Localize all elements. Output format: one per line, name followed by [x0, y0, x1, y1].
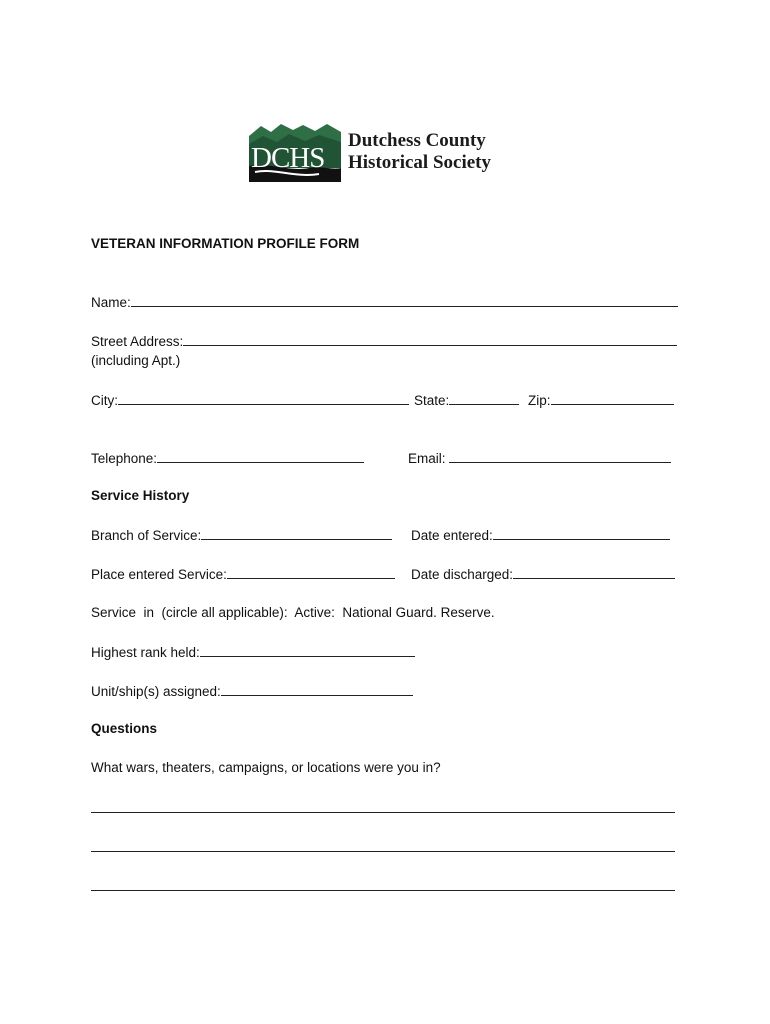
zip-field[interactable]	[551, 392, 674, 405]
zip-row	[528, 392, 674, 408]
logo-name-line2: Historical Society	[348, 152, 491, 173]
state-row	[414, 392, 519, 408]
state-label: State:	[414, 393, 450, 408]
place-entered-row	[91, 566, 395, 582]
dchs-logo	[249, 122, 515, 184]
branch-row	[91, 527, 392, 543]
street-sublabel: (including Apt.)	[91, 353, 181, 368]
street-field[interactable]	[183, 333, 677, 346]
date-entered-label: Date entered:	[411, 528, 493, 543]
branch-field[interactable]	[201, 527, 392, 540]
rank-field[interactable]	[200, 644, 415, 657]
unit-field[interactable]	[221, 683, 413, 696]
rank-row	[91, 644, 415, 660]
name-row	[91, 294, 678, 310]
place-entered-field[interactable]	[227, 566, 395, 579]
unit-label: Unit/ship(s) assigned:	[91, 684, 221, 699]
branch-label: Branch of Service:	[91, 528, 202, 543]
logo-name-line1: Dutchess County	[348, 130, 486, 151]
city-field[interactable]	[118, 392, 409, 405]
date-discharged-label: Date discharged:	[411, 567, 514, 582]
rank-label: Highest rank held:	[91, 645, 200, 660]
service-in-line: Service in (circle all applicable): Active: National Guard. Reserve.	[91, 605, 495, 620]
name-label: Name:	[91, 295, 131, 310]
name-field[interactable]	[131, 294, 678, 307]
date-entered-field[interactable]	[493, 527, 670, 540]
date-discharged-row	[411, 566, 675, 582]
logo-society-name	[348, 130, 491, 174]
email-row	[408, 450, 671, 466]
logo-abbreviation: DCHS	[251, 142, 325, 174]
answer-line-1[interactable]	[91, 812, 675, 813]
date-discharged-field[interactable]	[513, 566, 675, 579]
service-history-heading: Service History	[91, 488, 190, 503]
telephone-row	[91, 450, 364, 466]
email-field[interactable]	[449, 450, 671, 463]
questions-heading: Questions	[91, 721, 158, 736]
telephone-field[interactable]	[157, 450, 364, 463]
answer-line-3[interactable]	[91, 890, 675, 891]
street-label: Street Address:	[91, 334, 184, 349]
place-entered-label: Place entered Service:	[91, 567, 227, 582]
state-field[interactable]	[449, 392, 519, 405]
form-title: VETERAN INFORMATION PROFILE FORM	[91, 236, 360, 251]
unit-row	[91, 683, 413, 699]
telephone-label: Telephone:	[91, 451, 158, 466]
date-entered-row	[411, 527, 670, 543]
zip-label: Zip:	[528, 393, 551, 408]
answer-line-2[interactable]	[91, 851, 675, 852]
city-label: City:	[91, 393, 118, 408]
street-row	[91, 333, 677, 349]
question-1: What wars, theaters, campaigns, or locations were you in?	[91, 760, 441, 775]
email-label: Email:	[408, 451, 446, 466]
city-row	[91, 392, 409, 408]
